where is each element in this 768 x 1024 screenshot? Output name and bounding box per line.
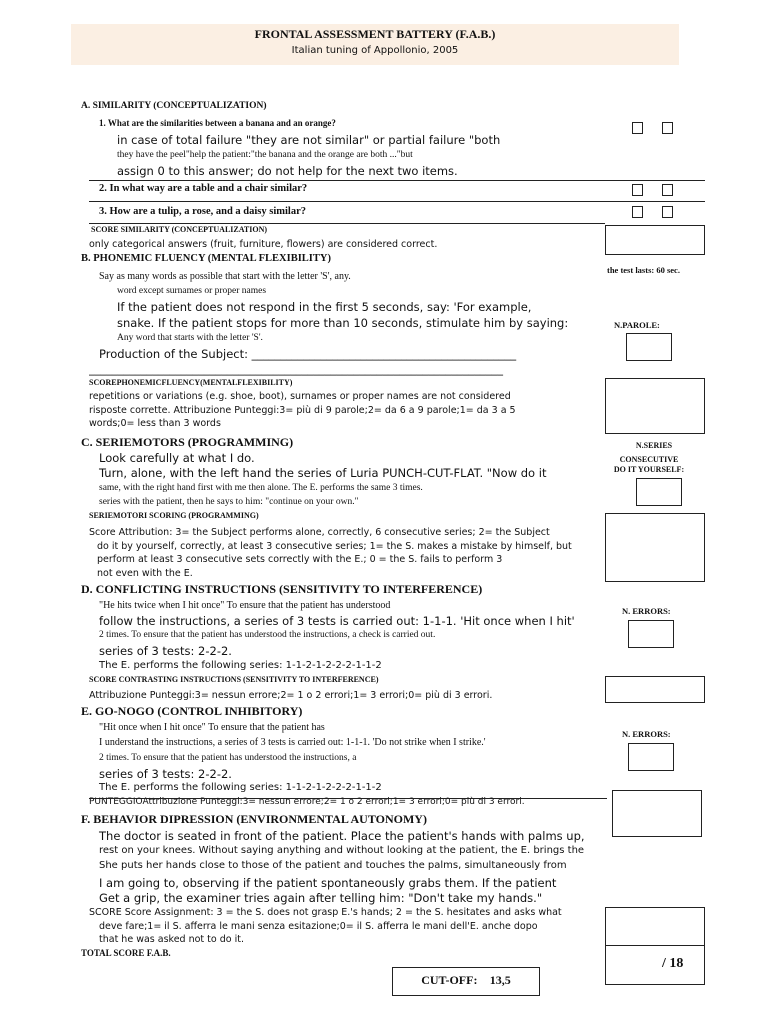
section-b-title: B. PHONEMIC FLUENCY (MENTAL FLEXIBILITY) — [81, 253, 331, 264]
divider — [89, 201, 705, 202]
score-box-c[interactable] — [605, 513, 705, 582]
section-e-line: 2 times. To ensure that the patient has understood the instructions, a — [99, 753, 357, 763]
score-label-a: SCORE SIMILARITY (CONCEPTUALIZATION) — [91, 225, 268, 234]
section-b-line: word except surnames or proper names — [117, 286, 267, 296]
section-d-title: D. CONFLICTING INSTRUCTIONS (SENSITIVITY TO INTERFERENCE) — [81, 582, 483, 596]
test-duration-note: the test lasts: 60 sec. — [607, 265, 680, 275]
section-f-line: Get a grip, the examiner tries again after telling him: "Don't take my hands." — [99, 891, 543, 905]
errors-box-d[interactable] — [628, 620, 674, 648]
q1-note-line: in case of total failure "they are not similar" or partial failure "both — [117, 133, 501, 147]
score-label-d: SCORE CONTRASTING INSTRUCTIONS (SENSITIVITY TO INTERFERENCE) — [89, 675, 379, 684]
section-b-line: Say as many words as possible that start with the letter 'S', any. — [99, 271, 351, 282]
question-2: 2. In what way are a table and a chair similar? — [99, 183, 308, 194]
section-e-line: I understand the instructions, a series of 3 tests is carried out: 1-1-1. 'Do not strike when I strike.' — [99, 737, 486, 748]
document-title: FRONTAL ASSESSMENT BATTERY (F.A.B.) — [254, 27, 496, 41]
score-note-f: SCORE Score Assignment: 3 = the S. does not grasp E.'s hands; 2 = the S. hesitates and asks what — [89, 907, 562, 918]
divider — [605, 945, 704, 946]
section-c-title: C. SERIEMOTORS (PROGRAMMING) — [81, 435, 294, 449]
score-note-e: PUNTEGGIOAttribuzione Punteggi:3= nessun errore;2= 1 o 2 errori;1= 3 errori;0= più di 3 errori. — [89, 797, 525, 807]
errors-label-d: N. ERRORS: — [622, 606, 671, 616]
errors-label-e: N. ERRORS: — [622, 729, 671, 739]
section-a-title: A. SIMILARITY (CONCEPTUALIZATION) — [81, 101, 267, 111]
score-label-b: SCOREPHONEMICFLUENCY(MENTALFLEXIBILITY) — [89, 378, 293, 387]
score-note-c: Score Attribution: 3= the Subject performs alone, correctly, 6 consecutive series; 2= the Subject — [89, 527, 550, 538]
production-line: ________________________________________________________________________ — [89, 362, 503, 376]
score-note-b: repetitions or variations (e.g. shoe, boot), surnames or proper names are not considered — [89, 391, 511, 402]
score-box-e[interactable] — [612, 790, 702, 837]
document-subtitle: Italian tuning of Appollonio, 2005 — [291, 45, 459, 56]
section-f-line: She puts her hands close to those of the patient and touches the palms, simultaneously from — [99, 860, 567, 871]
checkbox-q3-a[interactable] — [632, 206, 643, 218]
score-note-f: that he was asked not to do it. — [99, 934, 244, 945]
score-box-d[interactable] — [605, 676, 705, 703]
divider — [89, 798, 607, 799]
section-d-line: follow the instructions, a series of 3 tests is carried out: 1-1-1. 'Hit once when I hit' — [99, 614, 575, 628]
section-b-line: Any word that starts with the letter 'S'. — [117, 333, 263, 343]
section-e-line: The E. performs the following series: 1-1-2-1-2-2-2-1-1-2 — [99, 782, 382, 793]
checkbox-q2-b[interactable] — [662, 184, 673, 196]
score-note-c: perform at least 3 consecutive sets correctly with the E.; 0 = the S. fails to perform 3 — [97, 554, 503, 565]
section-d-line: "He hits twice when I hit once" To ensure that the patient has understood — [99, 600, 391, 611]
production-line: Production of the Subject: ______________________________________________ — [99, 347, 517, 361]
section-d-line: series of 3 tests: 2-2-2. — [99, 644, 232, 658]
divider — [89, 180, 705, 181]
total-score-label: TOTAL SCORE F.A.B. — [81, 948, 171, 958]
score-note-f: deve fare;1= il S. afferra le mani senza esitazione;0= il S. afferra le mani dell'E. anche dopo — [99, 921, 538, 932]
score-note-c: do it by yourself, correctly, at least 3 consecutive series; 1= the S. makes a mistake by himself, but — [97, 541, 572, 552]
q1-note-line: they have the peel"help the patient:"the banana and the orange are both ..."but — [117, 150, 413, 160]
total-score-value: / 18 — [662, 956, 684, 971]
total-score-box[interactable] — [605, 907, 705, 985]
score-note-d: Attribuzione Punteggi:3= nessun errore;2= 1 o 2 errori;1= 3 errori;0= più di 3 errori. — [89, 690, 493, 701]
section-b-line: snake. If the patient stops for more than 10 seconds, stimulate him by saying: — [117, 316, 569, 330]
section-f-line: I am going to, observing if the patient spontaneously grabs them. If the patient — [99, 876, 557, 890]
section-d-line: The E. performs the following series: 1-1-2-1-2-2-2-1-1-2 — [99, 660, 382, 671]
series-count-box[interactable] — [636, 478, 682, 506]
cutoff-label: CUT-OFF: 13,5 — [425, 973, 507, 987]
score-note-c: not even with the E. — [97, 568, 193, 579]
checkbox-q1-b[interactable] — [662, 122, 673, 134]
checkbox-q1-a[interactable] — [632, 122, 643, 134]
q1-note-line: assign 0 to this answer; do not help for the next two items. — [117, 164, 458, 178]
series-count-label: N.SERIES — [635, 441, 673, 450]
checkbox-q3-b[interactable] — [662, 206, 673, 218]
section-f-line: rest on your knees. Without saying anything and without looking at the patient, the E. brings the — [99, 845, 585, 856]
word-count-label: N.PAROLE: — [614, 320, 660, 330]
series-count-label: DO IT YOURSELF: — [613, 465, 685, 474]
errors-box-e[interactable] — [628, 743, 674, 771]
section-f-title: F. BEHAVIOR DIPRESSION (ENVIRONMENTAL AUTONOMY) — [81, 812, 427, 826]
section-c-line: Look carefully at what I do. — [99, 451, 255, 465]
series-count-label: CONSECUTIVE — [619, 455, 679, 464]
question-3: 3. How are a tulip, a rose, and a daisy similar? — [99, 206, 307, 217]
section-d-line: 2 times. To ensure that the patient has understood the instructions, a check is carried out. — [99, 630, 436, 640]
section-f-line: The doctor is seated in front of the patient. Place the patient's hands with palms up, — [99, 829, 585, 843]
section-c-line: same, with the right hand first with me then alone. The E. performs the same 3 times. — [99, 483, 423, 493]
section-e-title: E. GO-NOGO (CONTROL INHIBITORY) — [81, 704, 303, 718]
divider — [89, 223, 605, 224]
score-box-a[interactable] — [605, 225, 705, 255]
checkbox-q2-a[interactable] — [632, 184, 643, 196]
section-b-line: If the patient does not respond in the first 5 seconds, say: 'For example, — [117, 300, 532, 314]
section-e-line: series of 3 tests: 2-2-2. — [99, 767, 232, 781]
score-note-a: only categorical answers (fruit, furniture, flowers) are considered correct. — [89, 239, 438, 250]
section-e-line: "Hit once when I hit once" To ensure that the patient has — [99, 722, 325, 733]
section-c-line: Turn, alone, with the left hand the series of Luria PUNCH-CUT-FLAT. "Now do it — [99, 466, 547, 480]
score-box-b[interactable] — [605, 378, 705, 434]
question-1: 1. What are the similarities between a banana and an orange? — [99, 118, 336, 128]
score-note-b: words;0= less than 3 words — [89, 418, 221, 429]
score-note-b: risposte corrette. Attribuzione Punteggi:3= più di 9 parole;2= da 6 a 9 parole;1= da 3 a 5 — [89, 405, 516, 416]
section-c-line: series with the patient, then he says to him: "continue on your own." — [99, 497, 359, 507]
word-count-box[interactable] — [626, 333, 672, 361]
score-label-c: SERIEMOTORI SCORING (PROGRAMMING) — [89, 511, 259, 520]
